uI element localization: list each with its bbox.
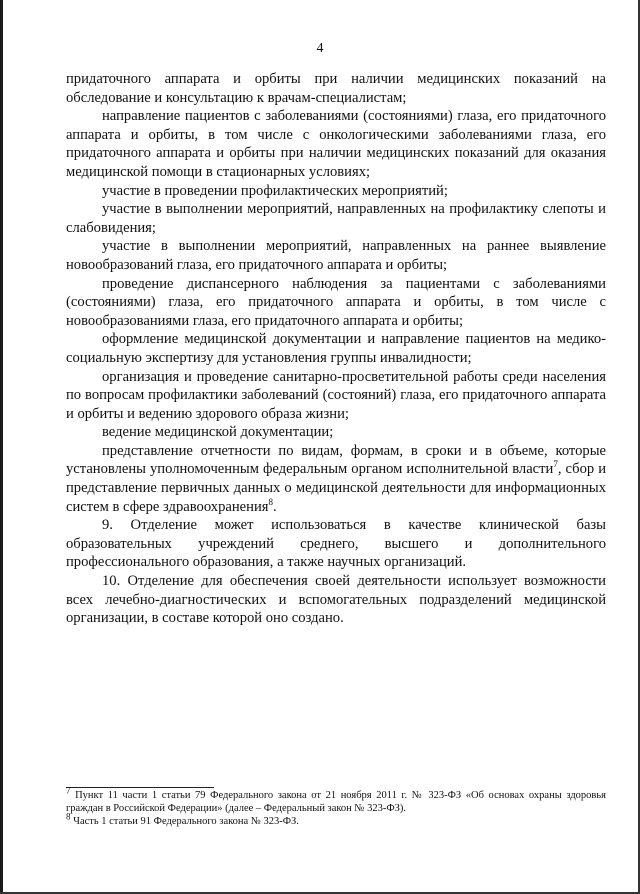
paragraph-prevention-measures: участие в проведении профилактических мероприятий; bbox=[102, 182, 448, 199]
footnotes bbox=[66, 785, 606, 828]
reporting-text-part2: , сбор и представление первичных данных о медицинской деятельности для информационных систем в сфере здравоохранения bbox=[66, 461, 606, 515]
footnote-7-text: Пункт 11 части 1 статьи 79 Федерального закона от 21 ноября 2011 г. № 323-ФЗ «Об основах охраны здоровья граждан в Российской Федерации» (далее – Федеральный закон № 323-ФЗ). bbox=[66, 790, 606, 814]
footnote-8-text: Часть 1 статьи 91 Федерального закона № 323-ФЗ. bbox=[70, 815, 299, 827]
reporting-text-part1: представление отчетности по видам, формам, в сроки и в объеме, которые установлены уполномоченным федеральным органом исполнительной власти bbox=[66, 442, 606, 478]
footnote-ref-7: 7 bbox=[553, 459, 558, 470]
paragraph-continuation: придаточного аппарата и орбиты при наличии медицинских показаний на обследование и консультацию к врачам-специалистам; bbox=[66, 71, 606, 106]
paragraph-health-education: организация и проведение санитарно-просветительной работы среди населения по вопросам профилактики заболеваний (состояний) глаза, его придаточного аппарата и орбиты и ведению здорового образа жизни; bbox=[66, 368, 606, 422]
paragraph-medical-documentation-referral: оформление медицинской документации и направление пациентов на медико-социальную экспертизу для установления группы инвалидности; bbox=[66, 331, 606, 366]
footnote-mark-8: 8 bbox=[66, 811, 71, 822]
footnote-mark-7: 7 bbox=[66, 785, 71, 796]
paragraph-referral-inpatient: направление пациентов с заболеваниями (состояниями) глаза, его придаточного аппарата и орбиты, в том числе с онкологическими заболеваниями глаза, его придаточного аппарата и орбиты при наличии медицинских показаний для оказания медицинской помощи в стационарных условиях; bbox=[66, 108, 606, 180]
paragraph-blindness-prevention: участие в выполнении мероприятий, направленных на профилактику слепоты и слабовидения; bbox=[66, 201, 606, 236]
paragraph-dispensary-observation: проведение диспансерного наблюдения за пациентами с заболеваниями (состояниями) глаза, его придаточного аппарата и орбиты, в том числе с новообразованиями глаза, его придаточного аппарата и орбиты; bbox=[66, 275, 606, 329]
footnote-7 bbox=[66, 785, 606, 816]
item-9-clinical-base: 9. Отделение может использоваться в качестве клинической базы образовательных учреждений среднего, высшего и дополнительного профессионального образования, а также научных организаций. bbox=[66, 517, 606, 571]
reporting-text-part3: . bbox=[272, 498, 277, 515]
paragraph-reporting bbox=[66, 442, 606, 516]
paragraph-record-keeping: ведение медицинской документации; bbox=[102, 424, 334, 441]
document-body bbox=[66, 70, 606, 628]
footnote-8 bbox=[66, 811, 606, 829]
scan-border-left bbox=[0, 0, 3, 894]
footnote-ref-8: 8 bbox=[268, 496, 273, 507]
paragraph-early-detection: участие в выполнении мероприятий, направленных на раннее выявление новообразований глаза, его придаточного аппарата и орбиты; bbox=[66, 238, 606, 273]
page-number: 4 bbox=[316, 41, 324, 56]
item-10-resources: 10. Отделение для обеспечения своей деятельности использует возможности всех лечебно-диагностических и вспомогательных подразделений медицинской организации, в составе которой оно создано. bbox=[66, 573, 606, 627]
footnote-divider bbox=[66, 787, 214, 788]
